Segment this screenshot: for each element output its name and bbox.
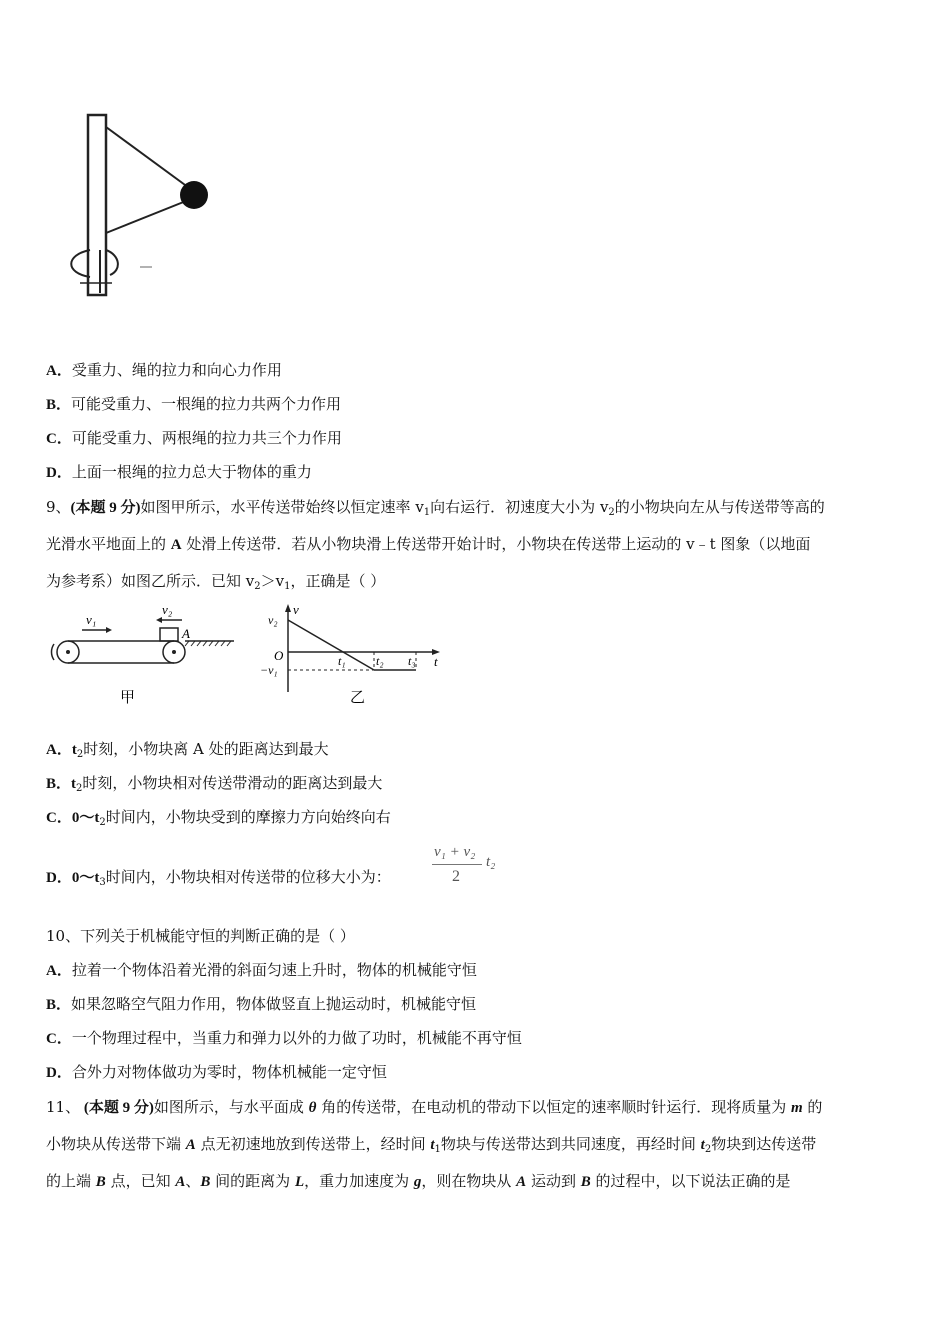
vt-graph-figure [258, 602, 448, 714]
q9-stem-line3: 为参考系）如图乙所示．已知 $v_2>v_1$，正确是（ ） [46, 572, 386, 592]
q8-option-d: D．上面一根绳的拉力总大于物体的重力 [46, 463, 312, 481]
block-velocity-label: v₂ [162, 602, 173, 617]
q10-option-d: D．合外力对物体做功为零时，物体机械能一定守恒 [46, 1063, 387, 1081]
rotating-rod-figure [60, 105, 230, 305]
figure-caption-yi: 乙 [350, 688, 366, 706]
block [160, 628, 178, 641]
t-axis-label: t [434, 654, 438, 669]
fraction-bar [432, 864, 482, 865]
rotation-arrow [51, 644, 54, 660]
formula-time: t₂ [486, 854, 496, 870]
q8-option-a: A．受重力、绳的拉力和向心力作用 [46, 361, 282, 379]
t3-tick-label: t₃ [408, 654, 416, 668]
belt-velocity-label: v₁ [86, 612, 97, 627]
t2-tick-label: t₂ [376, 654, 384, 668]
v-axis-label: v [293, 602, 299, 617]
rotation-arrow [71, 250, 118, 277]
conveyor-belt-figure [44, 602, 244, 714]
neg-v1-tick-label: −v₁ [260, 663, 278, 677]
q10-option-a: A．拉着一个物体沿着光滑的斜面匀速上升时，物体的机械能守恒 [46, 961, 477, 979]
upper-string [106, 127, 196, 193]
q8-option-c: C．可能受重力、两根绳的拉力共三个力作用 [46, 429, 342, 447]
t1-tick-label: t₁ [338, 654, 346, 668]
v2-tick-label: v₂ [268, 613, 278, 627]
q9-stem-line1: 9、(本题 9 分)如图甲所示，水平传送带始终以恒定速率 $v_1$向右运行．初速度大小为 $v_2$的小物块向左从与传送带等高的 [46, 498, 825, 518]
q9-option-c: C．$0\sim t_2$时间内，小物块受到的摩擦力方向始终向右 [46, 808, 391, 828]
ball [180, 181, 208, 209]
q9-option-d: D．$0\sim t_3$时间内，小物块相对传送带的位移大小为： [46, 868, 391, 888]
velocity-line-decel [288, 620, 374, 670]
q11-stem-line1: 11、 (本题 9 分)如图所示，与水平面成 θ 角的传送带，在电动机的带动下以恒定的速率顺时针运行．现将质量为 m 的 [46, 1098, 823, 1116]
q10-option-c: C．一个物理过程中，当重力和弹力以外的力做了功时，机械能不再守恒 [46, 1029, 522, 1047]
origin-label: O [274, 648, 284, 663]
q11-stem-line2: 小物块从传送带下端 A 点无初速地放到传送带上，经时间 $t_1$物块与传送带达到共同速度，再经时间 $t_2$物块到达传送带 [46, 1135, 817, 1155]
displacement-formula [432, 842, 502, 890]
formula-numerator: v₁ + v₂ [434, 844, 476, 860]
figure-caption-jia: 甲 [120, 688, 136, 706]
q8-option-b: B．可能受重力、一根绳的拉力共两个力作用 [46, 395, 342, 413]
q11-stem-line3: 的上端 B 点，已知 A、B 间的距离为 L，重力加速度为 g，则在物块从 A 运动到 B 的过程中，以下说法正确的是 [46, 1172, 791, 1190]
q9-stem-line2: 光滑水平地面上的 A 处滑上传送带．若从小物块滑上传送带开始计时，小物块在传送带上运动的 v﹣t 图象（以地面 [46, 535, 811, 553]
point-a-label: A [182, 626, 190, 641]
q10-stem: 10、下列关于机械能守恒的判断正确的是（ ） [46, 927, 355, 945]
formula-denominator: 2 [452, 868, 460, 885]
q10-option-b: B．如果忽略空气阻力作用，物体做竖直上抛运动时，机械能守恒 [46, 995, 477, 1013]
q9-option-a: A．$t_2$时刻，小物块离 A 处的距离达到最大 [46, 740, 329, 760]
vertical-rod [88, 115, 106, 295]
q9-option-b: B．$t_2$时刻，小物块相对传送带滑动的距离达到最大 [46, 774, 383, 794]
